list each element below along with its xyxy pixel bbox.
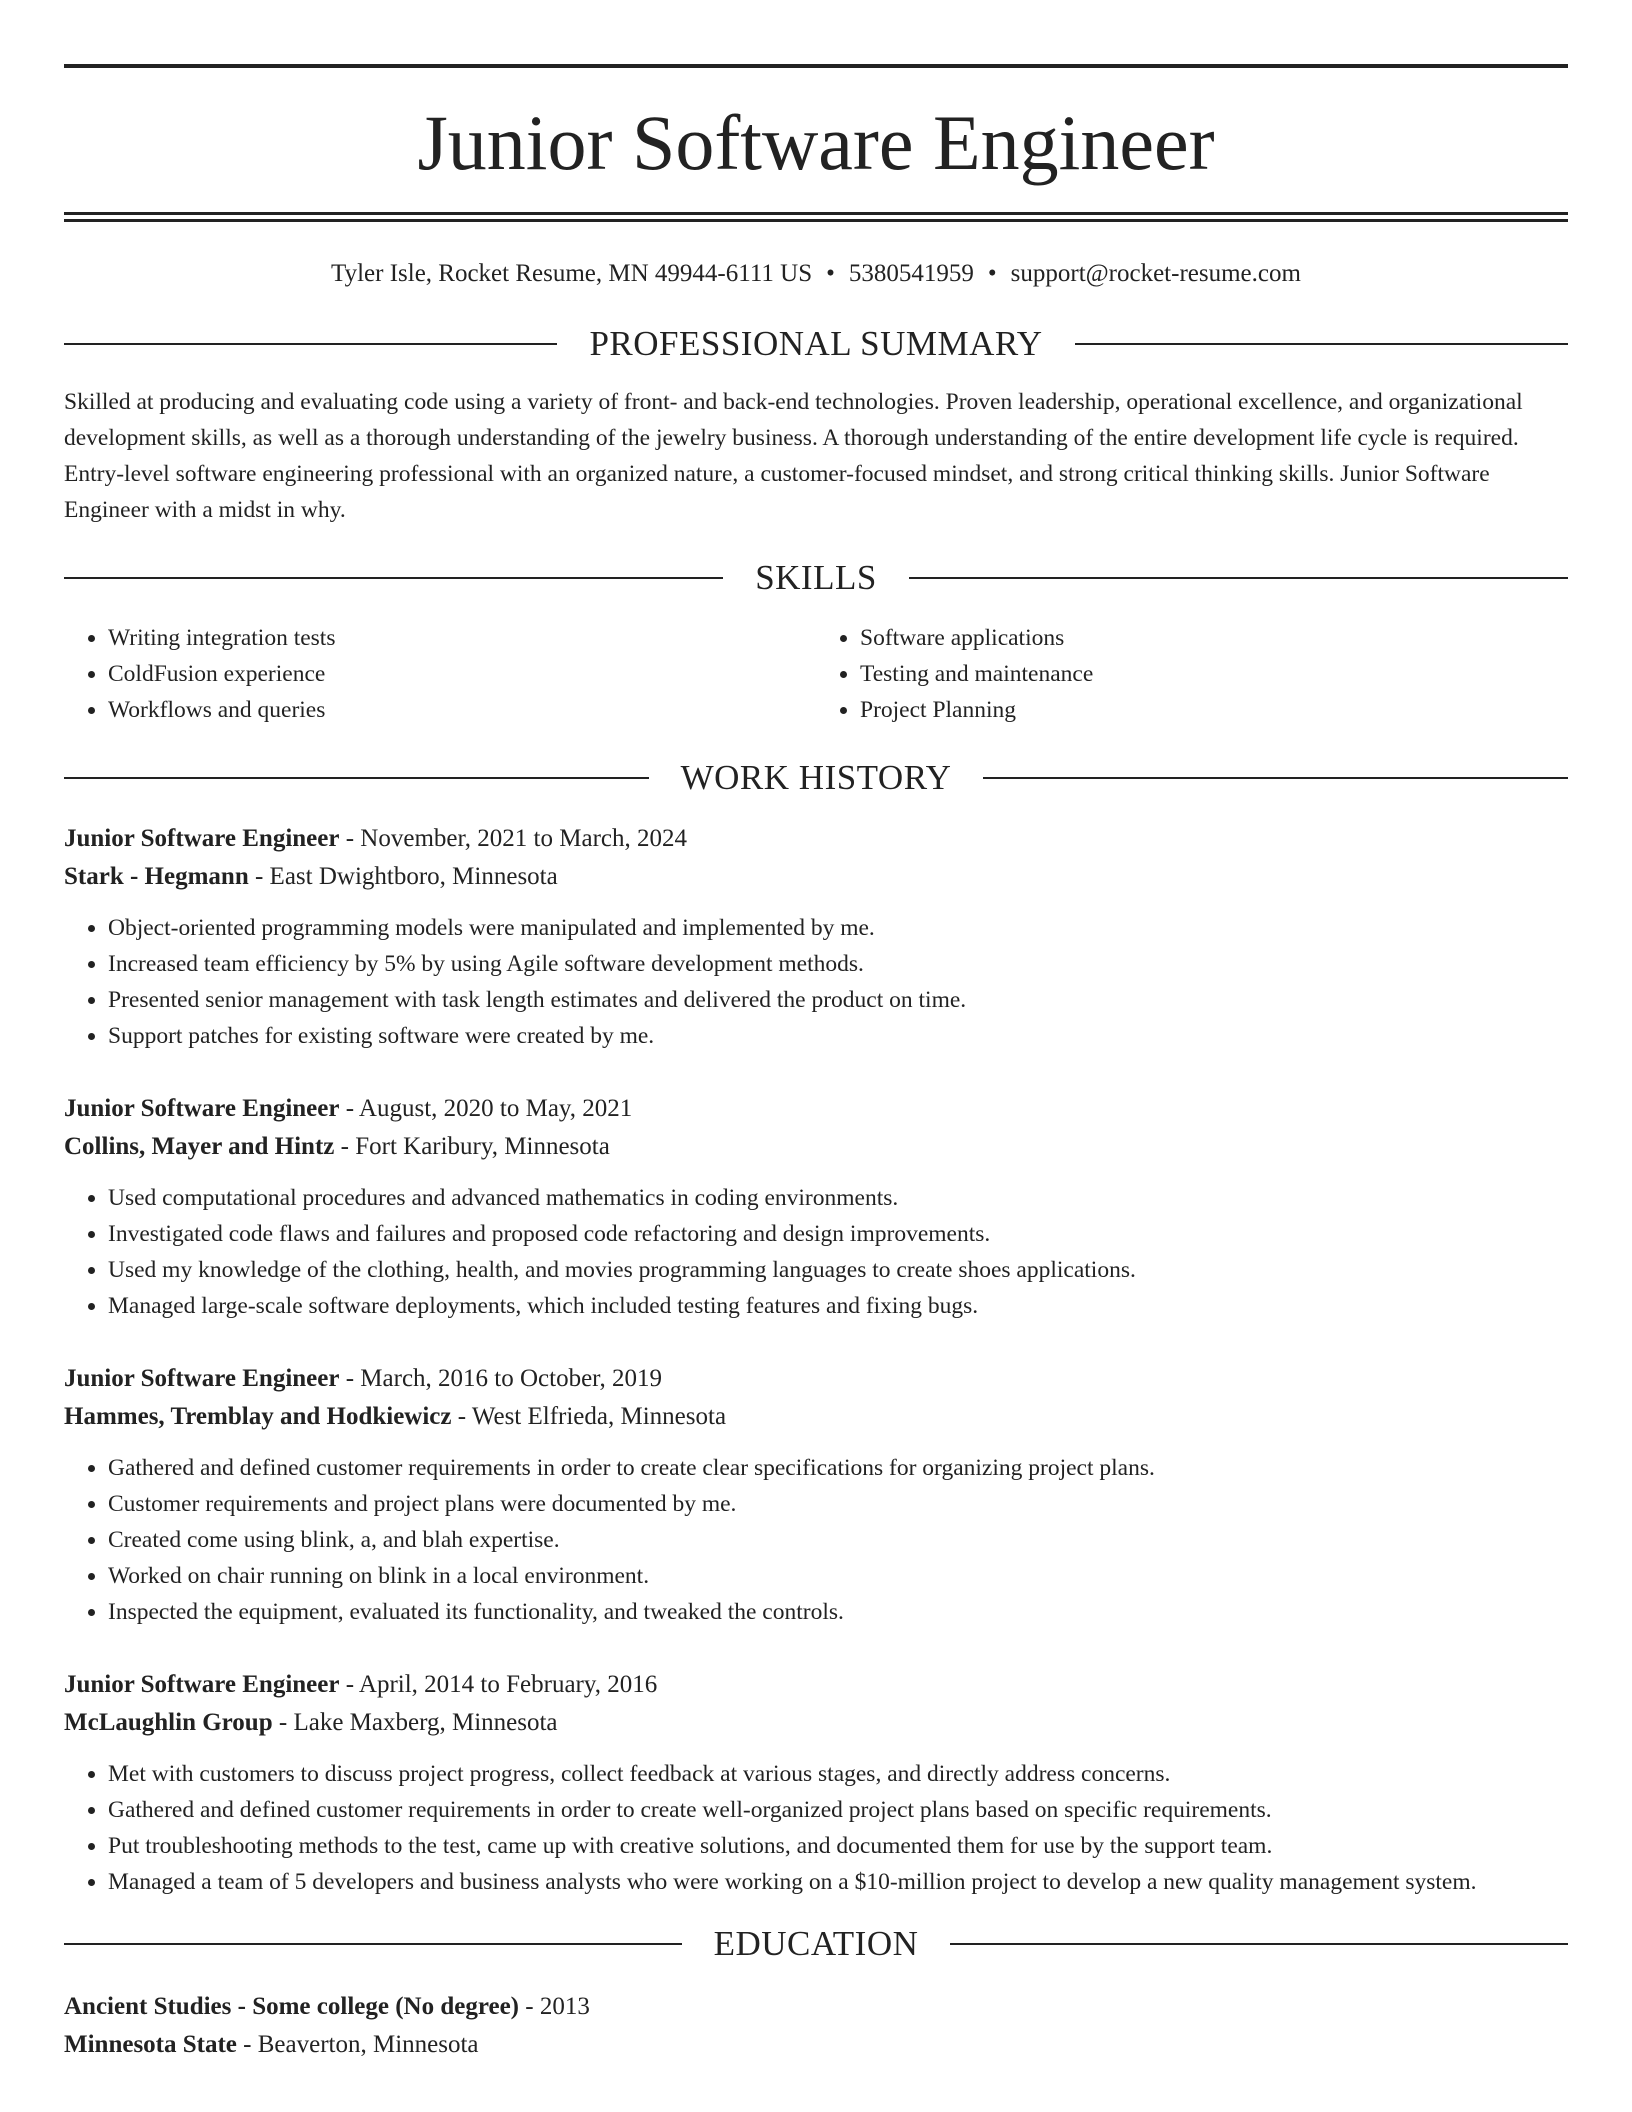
- resume-title: Junior Software Engineer: [417, 99, 1215, 186]
- job-dates: - August, 2020 to May, 2021: [339, 1095, 633, 1122]
- job-bullet: • Increased team efficiency by 5% by using Agile software development methods.: [108, 946, 1568, 982]
- job-company-line: [64, 1128, 1568, 1166]
- contact-separator: •: [987, 260, 997, 287]
- heading-rule: [909, 577, 1568, 579]
- job-entry: [64, 820, 1568, 1054]
- job-location: - East Dwightboro, Minnesota: [248, 863, 558, 890]
- job-bullet: • Created come using blink, a, and blah expertise.: [108, 1522, 1568, 1558]
- heading-rule: [983, 777, 1568, 779]
- job-company: Stark - Hegmann: [64, 863, 249, 890]
- top-rule: [64, 64, 1568, 68]
- job-bullet: • Object-oriented programming models were manipulated and implemented by me.: [108, 910, 1568, 946]
- job-title-line: [64, 1360, 1568, 1398]
- job-bullets: [64, 1450, 1568, 1630]
- education-degree: Ancient Studies - Some college (No degree): [64, 1993, 520, 2020]
- job-entry: [64, 1090, 1568, 1324]
- job-title: Junior Software Engineer: [64, 825, 340, 852]
- job-bullet: • Gathered and defined customer requirements in order to create clear specifications for organizing project plans.: [108, 1450, 1568, 1486]
- education-heading: [64, 1924, 1568, 1964]
- job-entry: [64, 1360, 1568, 1630]
- heading-rule: [64, 1943, 682, 1945]
- education-school: Minnesota State: [64, 2031, 237, 2058]
- job-bullet: • Gathered and defined customer requirements in order to create well-organized project plans based on specific requirements.: [108, 1792, 1568, 1828]
- job-title: Junior Software Engineer: [64, 1095, 340, 1122]
- heading-rule: [64, 343, 557, 345]
- skills-heading: [64, 558, 1568, 598]
- education-degree-line: [64, 1988, 1568, 2026]
- heading-rule: [64, 777, 649, 779]
- job-bullet: • Met with customers to discuss project progress, collect feedback at various stages, and directly address concerns.: [108, 1756, 1568, 1792]
- education-heading-label: EDUCATION: [713, 1924, 919, 1963]
- job-company: McLaughlin Group: [64, 1709, 273, 1736]
- contact-phone: 5380541959: [848, 260, 974, 287]
- skill-item: • ColdFusion experience: [108, 656, 816, 692]
- job-bullets: [64, 1756, 1568, 1900]
- job-title-line: [64, 820, 1568, 858]
- skills-column-left: [64, 620, 816, 728]
- job-location: - West Elfrieda, Minnesota: [451, 1403, 727, 1430]
- work-heading: [64, 758, 1568, 798]
- summary-heading: [64, 324, 1568, 364]
- job-bullet: • Presented senior management with task length estimates and delivered the product on time.: [108, 982, 1568, 1018]
- skills-column-right: [816, 620, 1568, 728]
- job-bullet: • Put troubleshooting methods to the test, came up with creative solutions, and documented them for use by the support team.: [108, 1828, 1568, 1864]
- job-company: Collins, Mayer and Hintz: [64, 1133, 335, 1160]
- skill-item: • Project Planning: [860, 692, 1568, 728]
- education-year: - 2013: [519, 1993, 590, 2020]
- skill-item: • Writing integration tests: [108, 620, 816, 656]
- job-bullet: • Used my knowledge of the clothing, health, and movies programming languages to create shoes applications.: [108, 1252, 1568, 1288]
- summary-text: Skilled at producing and evaluating code using a variety of front- and back-end technologies. Proven leadership, operational excellence, and organizational development skills, as well as a thorough understanding of the jewelry business. A thorough understanding of the entire development life cycle is required. Entry-level software engineering professional with an organized nature, a customer-focused mindset, and strong critical thinking skills. Junior Software Engineer with a midst in why.: [64, 389, 1523, 523]
- title-double-rule: [64, 212, 1568, 222]
- job-dates: - March, 2016 to October, 2019: [339, 1365, 663, 1392]
- job-bullets: [64, 1180, 1568, 1324]
- job-bullet: • Support patches for existing software were created by me.: [108, 1018, 1568, 1054]
- contact-email: support@rocket-resume.com: [1010, 260, 1301, 287]
- job-bullets: [64, 910, 1568, 1054]
- job-company-line: [64, 1398, 1568, 1436]
- skill-item: • Software applications: [860, 620, 1568, 656]
- work-heading-label: WORK HISTORY: [680, 758, 952, 797]
- job-bullet: • Worked on chair running on blink in a local environment.: [108, 1558, 1568, 1594]
- job-title: Junior Software Engineer: [64, 1365, 340, 1392]
- job-dates: - November, 2021 to March, 2024: [339, 825, 688, 852]
- heading-rule: [1075, 343, 1568, 345]
- job-bullet: • Used computational procedures and advanced mathematics in coding environments.: [108, 1180, 1568, 1216]
- job-bullet: • Customer requirements and project plans were documented by me.: [108, 1486, 1568, 1522]
- job-title-line: [64, 1090, 1568, 1128]
- education-school-line: [64, 2026, 1568, 2064]
- skill-item: • Workflows and queries: [108, 692, 816, 728]
- job-title: Junior Software Engineer: [64, 1671, 340, 1698]
- summary-heading-label: PROFESSIONAL SUMMARY: [589, 324, 1043, 363]
- skill-item: • Testing and maintenance: [860, 656, 1568, 692]
- job-title-line: [64, 1666, 1568, 1704]
- skills-list: [64, 620, 1568, 728]
- job-company-line: [64, 1704, 1568, 1742]
- job-bullet: • Inspected the equipment, evaluated its functionality, and tweaked the controls.: [108, 1594, 1568, 1630]
- job-entry: [64, 1666, 1568, 1900]
- education-location: - Beaverton, Minnesota: [236, 2031, 479, 2058]
- job-location: - Lake Maxberg, Minnesota: [272, 1709, 558, 1736]
- job-bullet: • Managed large-scale software deployments, which included testing features and fixing bugs.: [108, 1288, 1568, 1324]
- job-company-line: [64, 858, 1568, 896]
- job-bullet: • Managed a team of 5 developers and business analysts who were working on a $10-million project to develop a new quality management system.: [108, 1864, 1568, 1900]
- job-dates: - April, 2014 to February, 2016: [339, 1671, 658, 1698]
- job-bullet: • Investigated code flaws and failures and proposed code refactoring and design improvements.: [108, 1216, 1568, 1252]
- contact-separator: •: [826, 260, 835, 287]
- resume-page: [64, 64, 1568, 2064]
- contact-address: Tyler Isle, Rocket Resume, MN 49944-6111 US: [331, 260, 813, 287]
- skills-heading-label: SKILLS: [755, 558, 877, 597]
- heading-rule: [64, 577, 723, 579]
- job-company: Hammes, Tremblay and Hodkiewicz: [64, 1403, 452, 1430]
- education-entry: [64, 1988, 1568, 2064]
- heading-rule: [950, 1943, 1568, 1945]
- job-location: - Fort Karibury, Minnesota: [334, 1133, 610, 1160]
- contact-line: [64, 260, 1568, 288]
